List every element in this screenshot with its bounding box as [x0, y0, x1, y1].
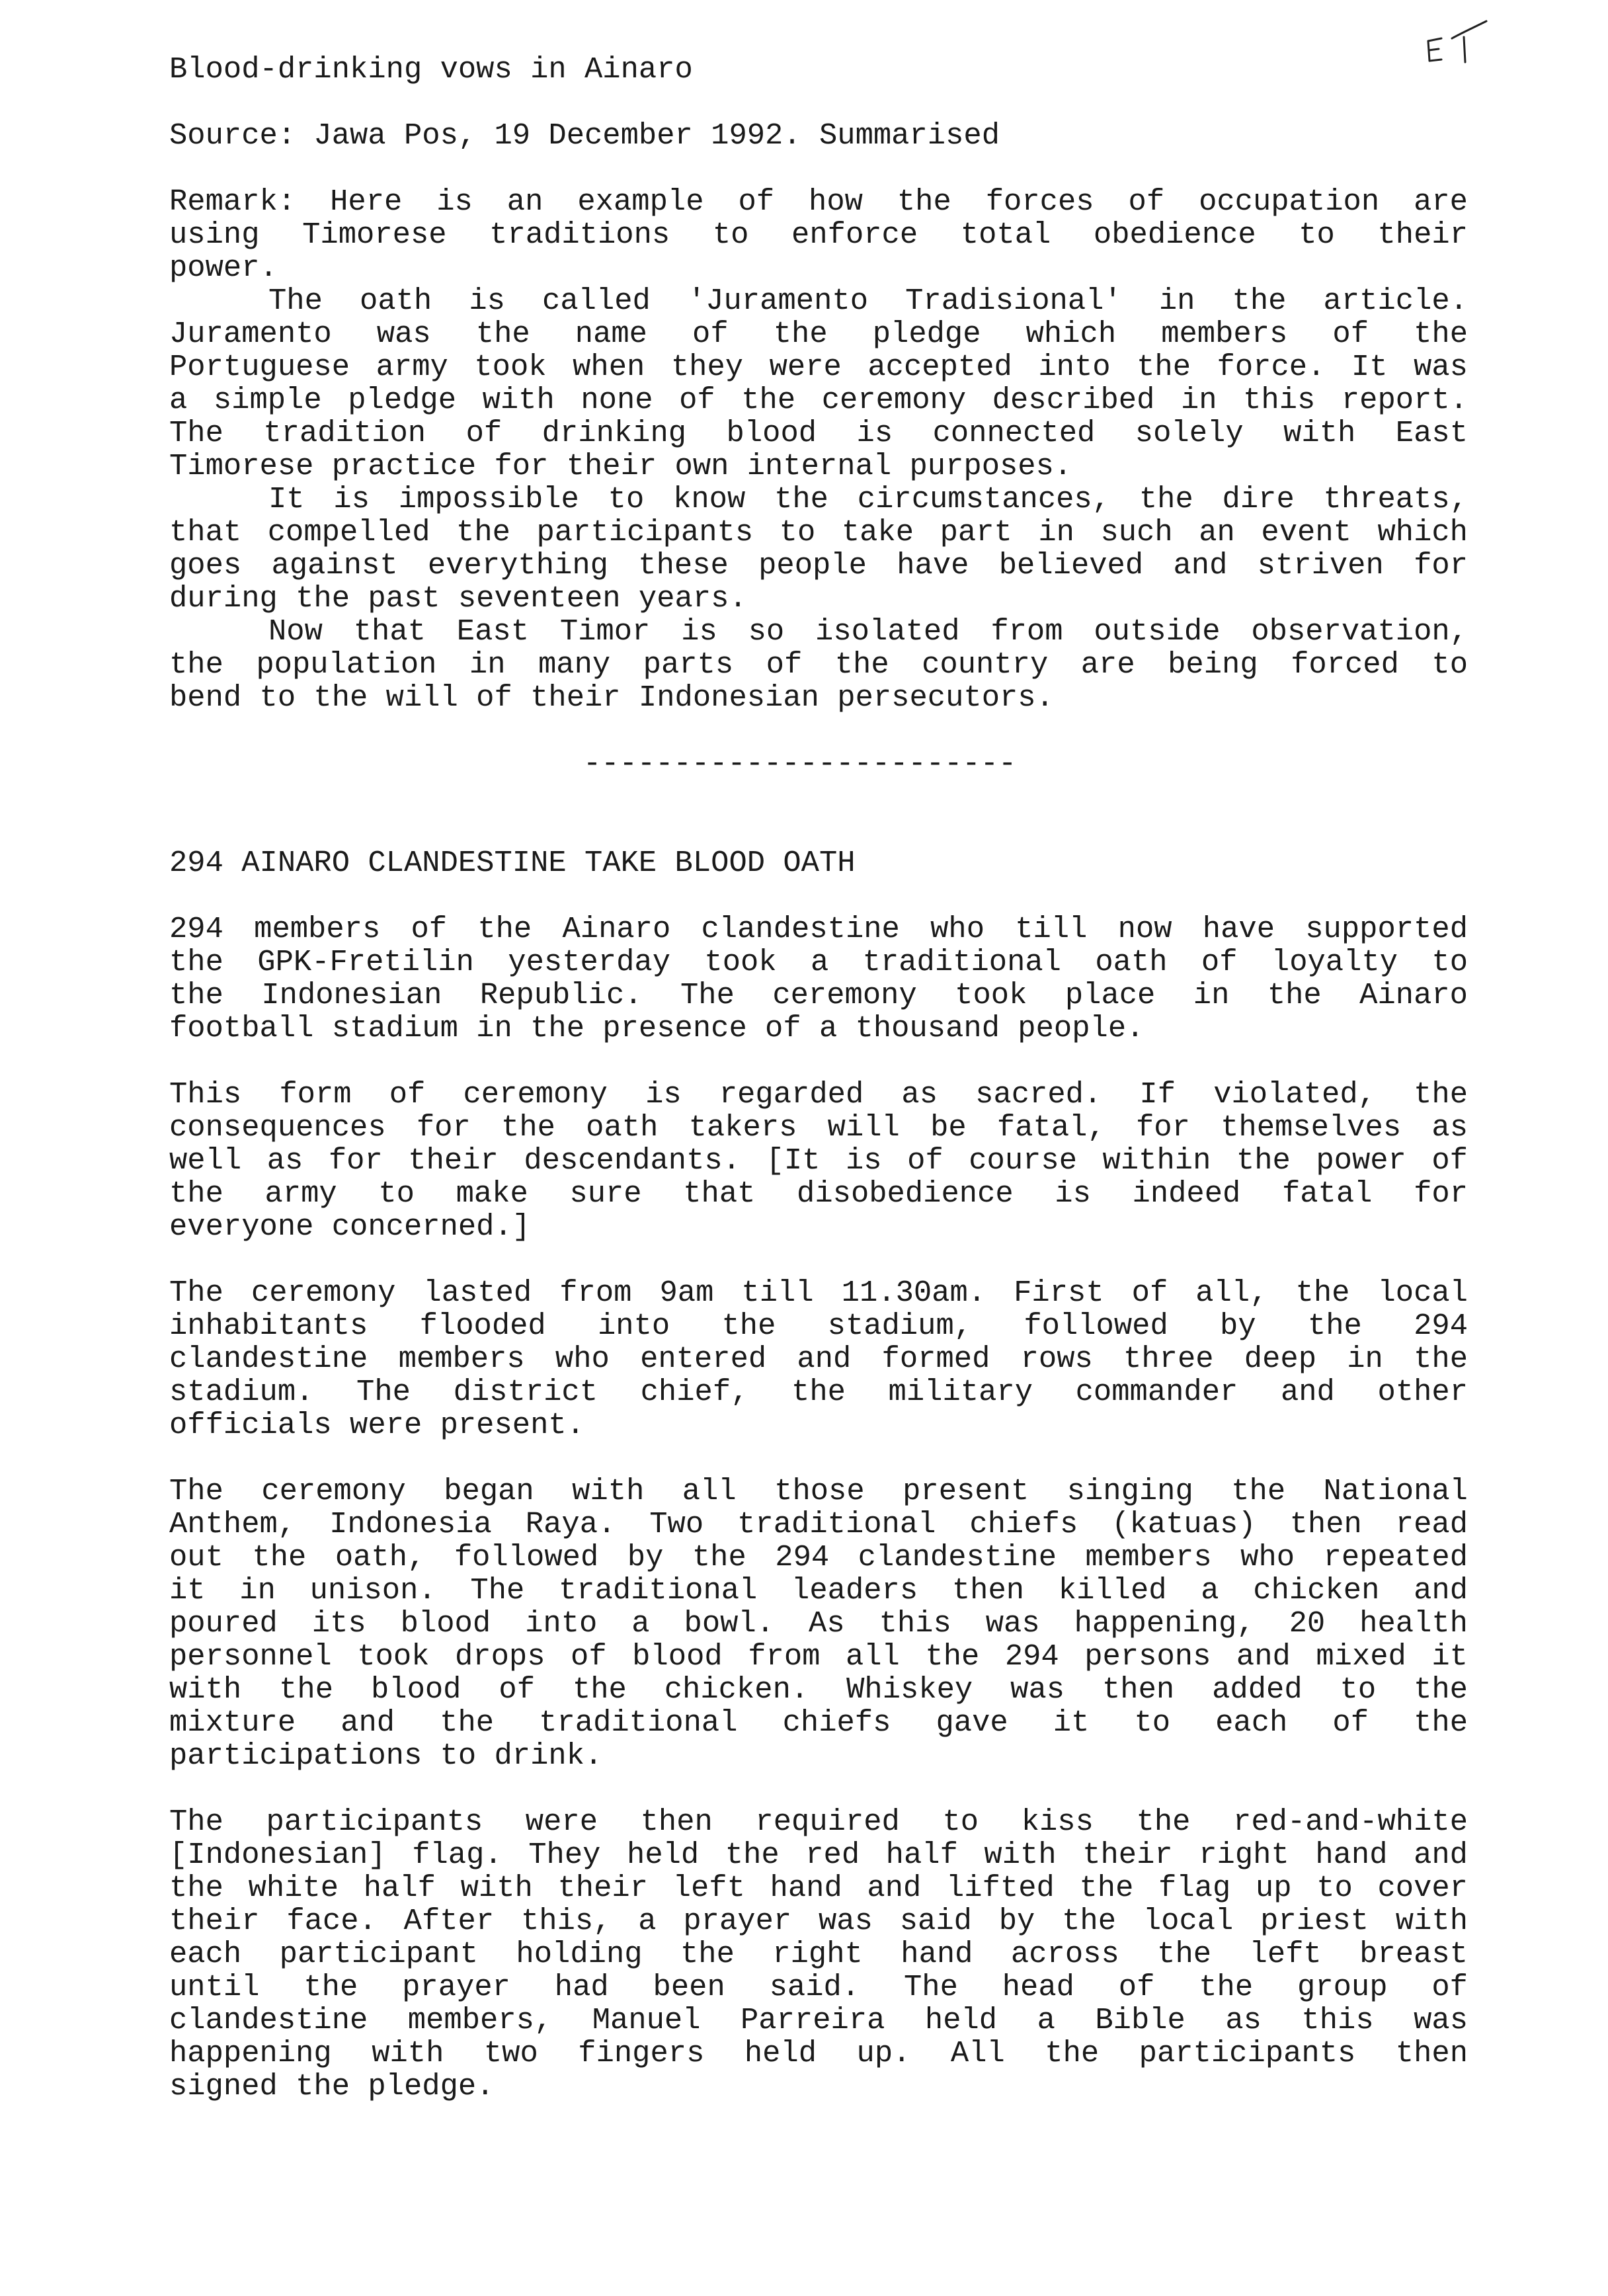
article-paragraph-4 — [169, 1475, 1468, 1772]
paragraph-line: everyone concerned.] — [169, 1210, 531, 1244]
article-paragraph-1 — [169, 913, 1468, 1045]
paragraph-line: football stadium in the presence of a thousand people. — [169, 1011, 1145, 1046]
remark-line: It is impossible to know the circumstances, the dire threats, — [268, 482, 1468, 516]
article-paragraph-2 — [169, 1078, 1468, 1243]
paragraph-line: their face. After this, a prayer was said by the local priest with — [169, 1904, 1468, 1938]
paragraph-line: Anthem, Indonesia Raya. Two traditional chiefs (katuas) then read — [169, 1507, 1468, 1541]
article-paragraph-5 — [169, 1805, 1468, 2103]
paragraph-line: it in unison. The traditional leaders then killed a chicken and — [169, 1573, 1468, 1608]
document-title: Blood-drinking vows in Ainaro — [169, 52, 693, 87]
paragraph-line: out the oath, followed by the 294 clandestine members who repeated — [169, 1540, 1468, 1575]
remark-line: power. — [169, 251, 278, 285]
paragraph-line: 294 members of the Ainaro clandestine who till now have supported — [169, 912, 1468, 946]
paragraph-line: each participant holding the right hand across the left breast — [169, 1937, 1468, 1971]
paragraph-line: the GPK-Fretilin yesterday took a traditional oath of loyalty to — [169, 945, 1468, 979]
paragraph-line: consequences for the oath takers will be fatal, for themselves as — [169, 1110, 1468, 1145]
source-line: Source: Jawa Pos, 19 December 1992. Summarised — [169, 118, 1000, 153]
remark-line: Juramento was the name of the pledge which members of the — [169, 317, 1468, 351]
paragraph-line: the Indonesian Republic. The ceremony took place in the Ainaro — [169, 978, 1468, 1012]
article-paragraph-3 — [169, 1276, 1468, 1442]
remark-line: bend to the will of their Indonesian persecutors. — [169, 680, 1054, 715]
remark-line: a simple pledge with none of the ceremony described in this report. — [169, 383, 1468, 417]
paragraph-line: with the blood of the chicken. Whiskey was then added to the — [169, 1672, 1468, 1707]
paragraph-line: inhabitants flooded into the stadium, followed by the 294 — [169, 1309, 1468, 1343]
paragraph-line: clandestine members who entered and formed rows three deep in the — [169, 1342, 1468, 1376]
remark-line: the population in many parts of the country are being forced to — [169, 647, 1468, 682]
paragraph-line: participations to drink. — [169, 1739, 603, 1773]
paragraph-line: stadium. The district chief, the military commander and other — [169, 1375, 1468, 1409]
section-divider: ------------------------ — [583, 747, 1017, 781]
paragraph-line: [Indonesian] flag. They held the red half with their right hand and — [169, 1838, 1468, 1872]
paragraph-line: the white half with their left hand and lifted the flag up to cover — [169, 1871, 1468, 1905]
paragraph-line: The participants were then required to kiss the red-and-white — [169, 1805, 1468, 1839]
article-headline: 294 AINARO CLANDESTINE TAKE BLOOD OATH — [169, 846, 856, 880]
remark-line: that compelled the participants to take part in such an event which — [169, 515, 1468, 550]
paragraph-line: happening with two fingers held up. All the participants then — [169, 2036, 1468, 2070]
remark-line: Portuguese army took when they were accepted into the force. It was — [169, 350, 1468, 384]
remark-line: Now that East Timor is so isolated from outside observation, — [268, 614, 1468, 649]
paragraph-line: signed the pledge. — [169, 2069, 495, 2104]
paragraph-line: The ceremony began with all those present singing the National — [169, 1474, 1468, 1508]
paragraph-line: The ceremony lasted from 9am till 11.30am. First of all, the local — [169, 1276, 1468, 1310]
paragraph-line: mixture and the traditional chiefs gave it to each of the — [169, 1705, 1468, 1740]
remark-line: The oath is called 'Juramento Tradisional' in the article. — [268, 284, 1468, 318]
paragraph-line: poured its blood into a bowl. As this was happening, 20 health — [169, 1606, 1468, 1641]
document-page — [169, 53, 1468, 2103]
paragraph-line: This form of ceremony is regarded as sacred. If violated, the — [169, 1077, 1468, 1112]
remark-line: Timorese practice for their own internal purposes. — [169, 449, 1072, 483]
remark-line: Remark: Here is an example of how the forces of occupation are — [169, 184, 1468, 219]
remark-line: using Timorese traditions to enforce total obedience to their — [169, 218, 1468, 252]
paragraph-line: officials were present. — [169, 1408, 585, 1442]
paragraph-line: clandestine members, Manuel Parreira held a Bible as this was — [169, 2003, 1468, 2037]
paragraph-line: well as for their descendants. [It is of course within the power of — [169, 1143, 1468, 1178]
paragraph-line: until the prayer had been said. The head of the group of — [169, 1970, 1468, 2004]
remark-line: The tradition of drinking blood is connected solely with East — [169, 416, 1468, 450]
remark-line: goes against everything these people have believed and striven for — [169, 548, 1468, 583]
paragraph-line: personnel took drops of blood from all the 294 persons and mixed it — [169, 1639, 1468, 1674]
paragraph-line: the army to make sure that disobedience is indeed fatal for — [169, 1176, 1468, 1211]
remark-section — [169, 185, 1468, 714]
remark-line: during the past seventeen years. — [169, 581, 747, 616]
